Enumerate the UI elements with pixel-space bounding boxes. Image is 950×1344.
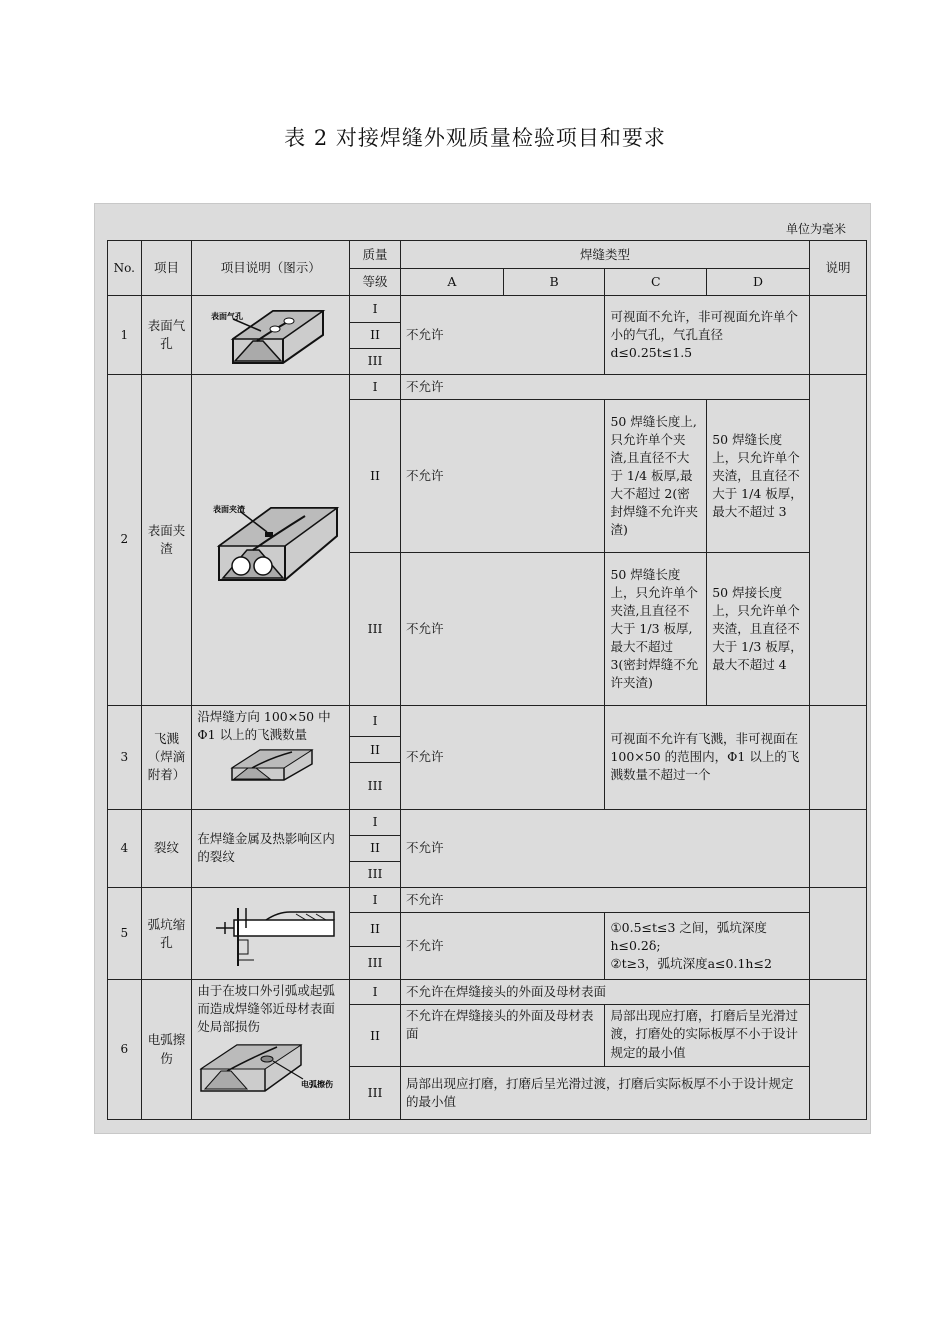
cell-abcd: 不允许 bbox=[400, 888, 809, 913]
grade-label: III bbox=[350, 553, 401, 706]
table-row bbox=[108, 296, 867, 322]
type-c-header: C bbox=[605, 269, 707, 296]
item-illustration bbox=[192, 705, 350, 809]
item-name: 电弧擦伤 bbox=[141, 980, 192, 1120]
crater-rule-2: ②t≥3，弧坑深度a≤0.1h≤2 bbox=[610, 956, 772, 972]
cell-cd: 可视面不允许，非可视面允许单个小的气孔，气孔直径 d≤0.25t≤1.5 bbox=[605, 296, 810, 375]
crater-rule-1: ①0.5≤t≤3 之间，弧坑深度 h≤0.2δ; bbox=[610, 920, 767, 954]
cell-abcd: 不允许在焊缝接头的外面及母材表面 bbox=[400, 980, 809, 1005]
cell-c: 50 焊缝长度上，只允许单个夹渣,且直径不大于 1/3 板厚,最大不超过 3(密封焊缝不允许夹渣) bbox=[605, 553, 707, 706]
cell-c: 50 焊缝长度上,只允许单个夹渣,且直径不大于 1/4 板厚,最大不超过 2(密封焊缝不允许夹渣) bbox=[605, 400, 707, 553]
cell-ab: 不允许 bbox=[400, 400, 604, 553]
row-number: 5 bbox=[108, 888, 142, 980]
item-name: 裂纹 bbox=[141, 809, 192, 888]
item-name: 飞溅（焊滴附着） bbox=[141, 705, 192, 809]
grade-label: II bbox=[350, 400, 401, 553]
surface-slag-figure bbox=[201, 496, 341, 586]
grade-label: III bbox=[350, 348, 401, 374]
cell-abcd: 不允许 bbox=[400, 809, 809, 888]
crater-pipe-figure bbox=[206, 900, 336, 970]
note-cell bbox=[809, 705, 866, 809]
cell-cd bbox=[605, 913, 810, 980]
unit-note: 单位为毫米 bbox=[785, 222, 846, 236]
grade-label: II bbox=[350, 737, 401, 763]
cell-ab: 不允许 bbox=[400, 705, 604, 809]
grade-label: I bbox=[350, 980, 401, 1005]
scanned-table-image bbox=[94, 203, 871, 1134]
header-row-1 bbox=[108, 241, 867, 269]
col-note-header: 说明 bbox=[809, 241, 866, 296]
grade-label: II bbox=[350, 322, 401, 348]
cell-abcd: 不允许 bbox=[400, 375, 809, 400]
grade-label: III bbox=[350, 861, 401, 887]
figure-label: 电弧擦伤 bbox=[301, 1079, 334, 1089]
grade-label: I bbox=[350, 296, 401, 322]
col-grade-header-2: 等级 bbox=[350, 269, 401, 296]
note-cell bbox=[809, 980, 866, 1120]
col-grade-header-1: 质量 bbox=[350, 241, 401, 269]
col-desc-header: 项目说明（图示） bbox=[192, 241, 350, 296]
cell-cd: 可视面不允许有飞溅，非可视面在 100×50 的范围内，Φ1 以上的飞溅数量不超过一个 bbox=[605, 705, 810, 809]
cell-ab: 不允许 bbox=[400, 913, 604, 980]
item-illustration bbox=[192, 888, 350, 980]
table-row bbox=[108, 705, 867, 736]
document-title: 表 2 对接焊缝外观质量检验项目和要求 bbox=[284, 126, 666, 150]
type-d-header: D bbox=[707, 269, 810, 296]
grade-label: I bbox=[350, 705, 401, 736]
cell-abcd: 局部出现应打磨，打磨后呈光滑过渡，打磨后实际板厚不小于设计规定的最小值 bbox=[400, 1067, 809, 1120]
grade-label: II bbox=[350, 913, 401, 947]
item-illustration bbox=[192, 375, 350, 706]
surface-porosity-figure bbox=[211, 305, 331, 367]
grade-label: II bbox=[350, 835, 401, 861]
grade-label: I bbox=[350, 809, 401, 835]
cell-d: 50 焊缝长度上，只允许单个夹渣，且直径不大于 1/4 板厚，最大不超过 3 bbox=[707, 400, 810, 553]
item-description: 由于在坡口外引弧或起弧而造成焊缝邻近母材表面处局部损伤 bbox=[197, 983, 335, 1035]
type-b-header: B bbox=[503, 269, 605, 296]
col-no-header: No. bbox=[108, 241, 142, 296]
row-number: 4 bbox=[108, 809, 142, 888]
arc-strike-figure bbox=[197, 1039, 345, 1093]
weld-type-header: 焊缝类型 bbox=[400, 241, 809, 269]
grade-label: I bbox=[350, 375, 401, 400]
grade-label: I bbox=[350, 888, 401, 913]
cell-ab: 不允许 bbox=[400, 553, 604, 706]
cell-cd: 局部出现应打磨，打磨后呈光滑过渡，打磨处的实际板厚不小于设计规定的最小值 bbox=[605, 1005, 810, 1067]
row-number: 3 bbox=[108, 705, 142, 809]
grade-label: II bbox=[350, 1005, 401, 1067]
row-number: 1 bbox=[108, 296, 142, 375]
col-item-header: 项目 bbox=[141, 241, 192, 296]
figure-label: 表面夹渣 bbox=[212, 504, 245, 514]
figure-label: 表面气孔 bbox=[210, 312, 243, 322]
note-cell bbox=[809, 809, 866, 888]
item-name: 表面夹渣 bbox=[141, 375, 192, 706]
grade-label: III bbox=[350, 763, 401, 809]
table-row bbox=[108, 888, 867, 913]
table-row bbox=[108, 375, 867, 400]
grade-label: III bbox=[350, 946, 401, 980]
note-cell bbox=[809, 375, 866, 706]
row-number: 6 bbox=[108, 980, 142, 1120]
table-row bbox=[108, 980, 867, 1005]
item-illustration bbox=[192, 296, 350, 375]
item-name: 表面气孔 bbox=[141, 296, 192, 375]
cell-d: 50 焊接长度上，只允许单个夹渣，且直径不大于 1/3 板厚，最大不超过 4 bbox=[707, 553, 810, 706]
note-cell bbox=[809, 296, 866, 375]
item-description: 在焊缝金属及热影响区内的裂纹 bbox=[192, 809, 350, 888]
row-number: 2 bbox=[108, 375, 142, 706]
spatter-figure bbox=[226, 746, 316, 782]
inspection-table bbox=[107, 240, 867, 1120]
type-a-header: A bbox=[400, 269, 503, 296]
note-cell bbox=[809, 888, 866, 980]
table-row bbox=[108, 809, 867, 835]
item-illustration bbox=[192, 980, 350, 1120]
cell-ab: 不允许 bbox=[400, 296, 604, 375]
grade-label: III bbox=[350, 1067, 401, 1120]
cell-ab: 不允许在焊缝接头的外面及母材表面 bbox=[400, 1005, 604, 1067]
item-name: 弧坑缩孔 bbox=[141, 888, 192, 980]
item-description: 沿焊缝方向 100×50 中 Φ1 以上的飞溅数量 bbox=[197, 708, 331, 743]
